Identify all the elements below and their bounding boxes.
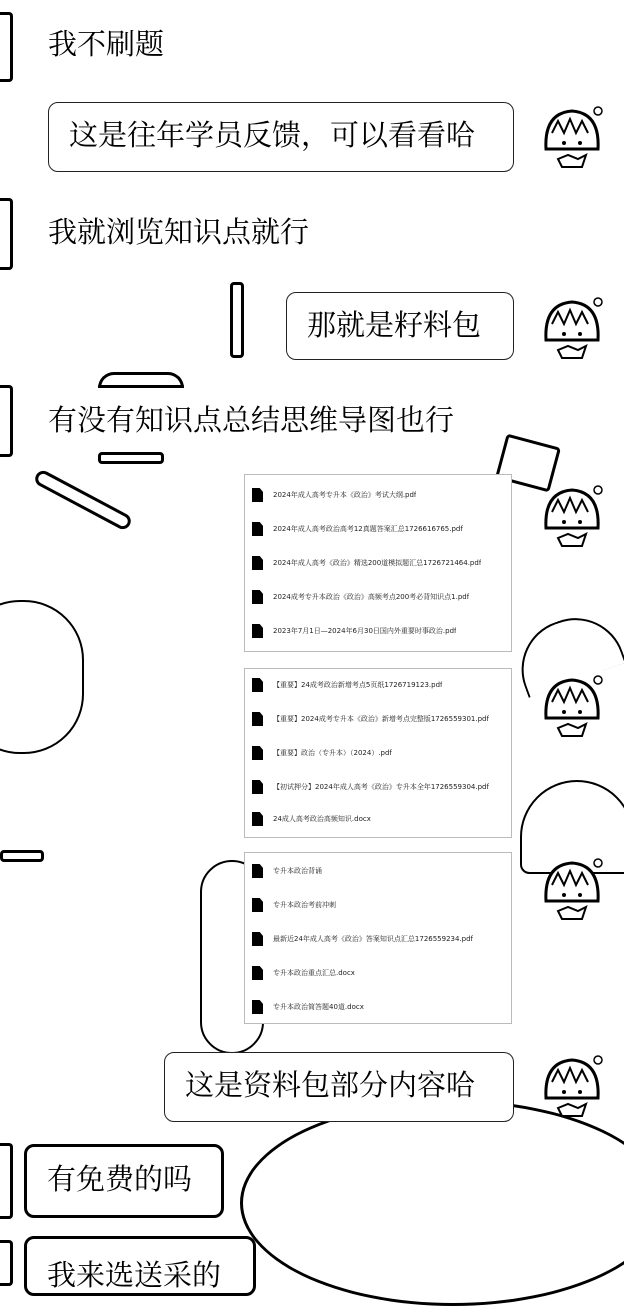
file-row[interactable] xyxy=(245,583,511,611)
avatar[interactable] xyxy=(0,1240,13,1286)
pdf-file-icon xyxy=(252,932,263,946)
folder-icon xyxy=(252,864,263,878)
pdf-file-icon xyxy=(252,746,263,760)
background-doodle xyxy=(32,468,133,532)
file-row[interactable] xyxy=(245,515,511,543)
message-text: 有免费的吗 xyxy=(47,1162,193,1196)
message-bubble-left[interactable] xyxy=(24,1144,224,1218)
file-list-card[interactable] xyxy=(244,852,512,1024)
background-doodle xyxy=(230,282,244,358)
file-row[interactable] xyxy=(245,857,511,885)
file-name: 【初试押分】2024年成人高考《政治》专升本全年1726559304.pdf xyxy=(273,783,489,791)
pdf-file-icon xyxy=(252,590,263,604)
file-row[interactable] xyxy=(245,925,511,953)
file-row[interactable] xyxy=(245,549,511,577)
background-doodle xyxy=(98,452,164,464)
file-name: 专升本政治重点汇总.docx xyxy=(273,969,355,977)
pdf-file-icon xyxy=(252,522,263,536)
message-bubble-left[interactable] xyxy=(24,1236,256,1296)
message-text: 我来选送采的 xyxy=(47,1258,222,1292)
file-row[interactable] xyxy=(245,617,511,645)
doc-file-icon xyxy=(252,1000,263,1014)
message-text: 那就是籽料包 xyxy=(307,308,482,342)
message-text-left: 我就浏览知识点就行 xyxy=(48,215,310,249)
file-row[interactable] xyxy=(245,891,511,919)
file-name: 【重要】政治（专升本）（2024）.pdf xyxy=(273,749,392,757)
file-name: 专升本政治考前冲刺 xyxy=(273,901,336,909)
pdf-file-icon xyxy=(252,780,263,794)
avatar[interactable] xyxy=(538,294,606,362)
file-name: 最新近24年成人高考《政治》答案知识点汇总1726559234.pdf xyxy=(273,935,474,943)
file-row[interactable] xyxy=(245,705,511,733)
file-row[interactable] xyxy=(245,959,511,987)
avatar[interactable] xyxy=(0,385,13,457)
file-name: 2024成考专升本政治《政治》高频考点200考必背知识点1.pdf xyxy=(273,593,470,601)
file-row[interactable] xyxy=(245,993,511,1021)
file-row[interactable] xyxy=(245,805,511,833)
message-bubble-right[interactable] xyxy=(286,292,514,360)
pdf-file-icon xyxy=(252,678,263,692)
doc-file-icon xyxy=(252,966,263,980)
message-text: 这是往年学员反馈，可以看看哈 xyxy=(69,118,476,152)
avatar[interactable] xyxy=(538,482,606,550)
pdf-file-icon xyxy=(252,556,263,570)
file-name: 2024年成人高考《政治》精选200道模拟题汇总1726721464.pdf xyxy=(273,559,482,567)
message-text-left: 有没有知识点总结思维导图也行 xyxy=(48,400,454,440)
message-bubble-right[interactable] xyxy=(48,102,514,172)
avatar[interactable] xyxy=(538,1052,606,1120)
folder-icon xyxy=(252,898,263,912)
file-name: 专升本政治背诵 xyxy=(273,867,322,875)
background-doodle xyxy=(98,372,184,388)
avatar[interactable] xyxy=(538,672,606,740)
pdf-file-icon xyxy=(252,712,263,726)
file-list-card[interactable] xyxy=(244,668,512,838)
doc-file-icon xyxy=(252,812,263,826)
message-text: 这是资料包部分内容哈 xyxy=(185,1068,476,1102)
avatar[interactable] xyxy=(538,855,606,923)
avatar[interactable] xyxy=(0,1143,13,1219)
file-name: 2023年7月1日—2024年6月30日国内外重要时事政治.pdf xyxy=(273,627,457,635)
background-doodle xyxy=(240,1100,624,1306)
message-bubble-right[interactable] xyxy=(164,1052,514,1122)
message-text-left: 我不刷题 xyxy=(48,27,165,61)
background-doodle xyxy=(0,600,84,754)
file-name: 【重要】2024成考专升本《政治》新增考点完整版1726559301.pdf xyxy=(273,715,489,723)
file-name: 2024年成人高考政治高考12真题答案汇总1726616765.pdf xyxy=(273,525,463,533)
file-name: 24成人高考政治高频知识.docx xyxy=(273,815,371,823)
file-row[interactable] xyxy=(245,481,511,509)
file-row[interactable] xyxy=(245,739,511,767)
file-name: 专升本政治简答题40道.docx xyxy=(273,1003,364,1011)
file-row[interactable] xyxy=(245,773,511,801)
avatar[interactable] xyxy=(538,103,606,171)
file-list-card[interactable] xyxy=(244,474,512,652)
pdf-file-icon xyxy=(252,624,263,638)
file-row[interactable] xyxy=(245,671,511,699)
background-doodle xyxy=(0,850,44,862)
file-name: 【重要】24成考政治新增考点5页纸1726719123.pdf xyxy=(273,681,443,689)
pdf-file-icon xyxy=(252,488,263,502)
avatar[interactable] xyxy=(0,12,13,82)
avatar[interactable] xyxy=(0,198,13,270)
file-name: 2024年成人高考专升本《政治》考试大纲.pdf xyxy=(273,491,417,499)
